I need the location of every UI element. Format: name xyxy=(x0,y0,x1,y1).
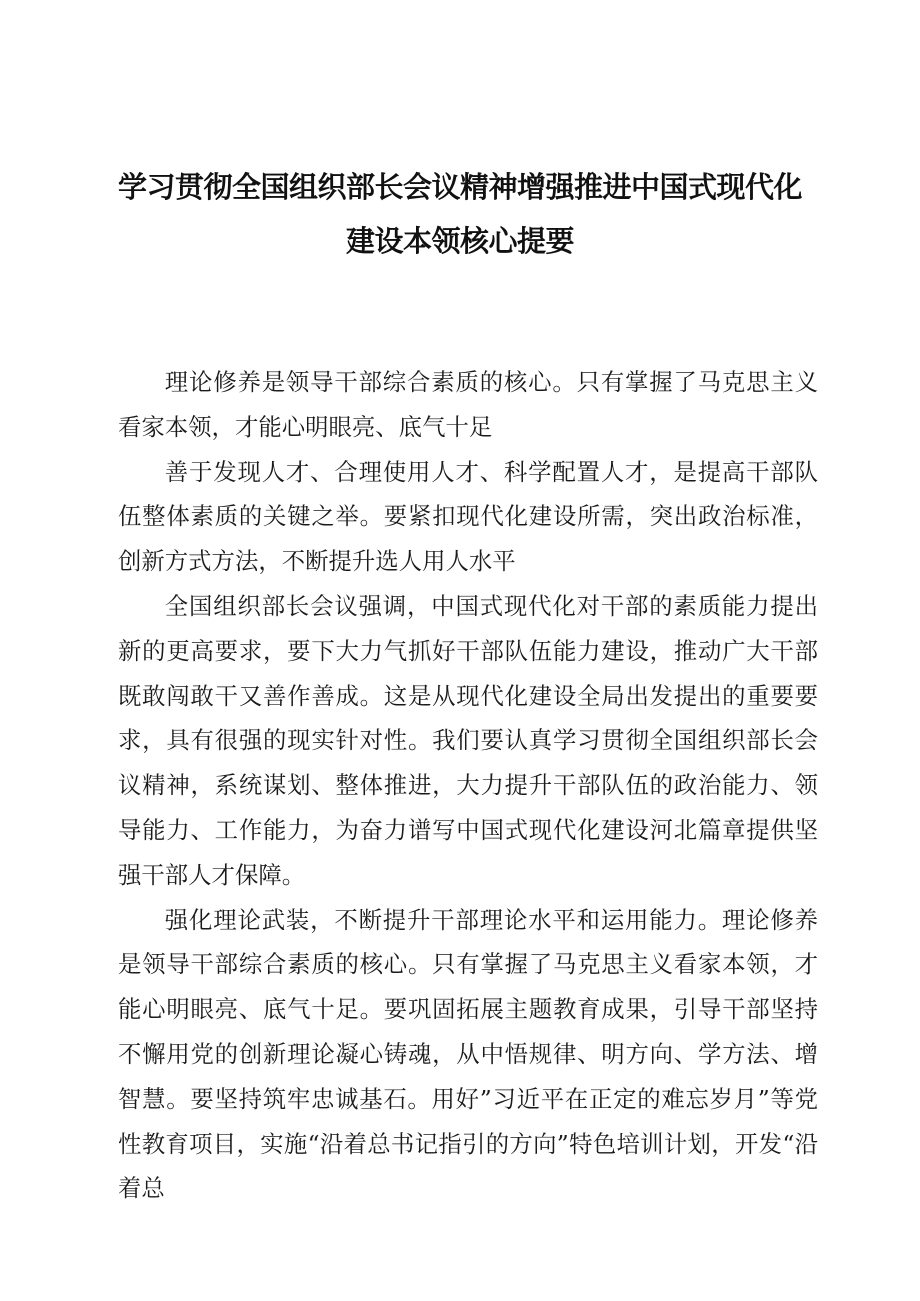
body-paragraph-3: 全国组织部长会议强调，中国式现代化对干部的素质能力提出新的更高要求，要下大力气抓好干部队伍能力建设，推动广大干部既敢闯敢干又善作善成。这是从现代化建设全局出发提出的重要要求，具有很强的现实针对性。我们要认真学习贯彻全国组织部长会议精神，系统谋划、整体推进，大力提升干部队伍的政治能力、领导能力、工作能力，为奋力谱写中国式现代化建设河北篇章提供坚强干部人才保障。 xyxy=(118,591,818,889)
document-title-line-2: 建设本领核心提要 xyxy=(345,224,574,258)
body-paragraph-2: 善于发现人才、合理使用人才、科学配置人才，是提高干部队伍整体素质的关键之举。要紧扣现代化建设所需，突出政治标准，创新方式方法，不断提升选人用人水平 xyxy=(118,457,818,576)
document-body xyxy=(118,360,818,1211)
document-title-line-1: 学习贯彻全国组织部长会议精神增强推进中国式现代化 xyxy=(117,170,802,204)
body-paragraph-4: 强化理论武装，不断提升干部理论水平和运用能力。理论修养是领导干部综合素质的核心。只有掌握了马克思主义看家本领，才能心明眼亮、底气十足。要巩固拓展主题教育成果，引导干部坚持不懈用党的创新理论凝心铸魂，从中悟规律、明方向、学方法、增智慧。要坚持筑牢忠诚基石。用好”习近平在正定的难忘岁月”等党性教育项目，实施“沿着总书记指引的方向”特色培训计划，开发“沿着总 xyxy=(118,905,818,1203)
body-paragraph-1: 理论修养是领导干部综合素质的核心。只有掌握了马克思主义看家本领，才能心明眼亮、底气十足 xyxy=(118,368,818,441)
